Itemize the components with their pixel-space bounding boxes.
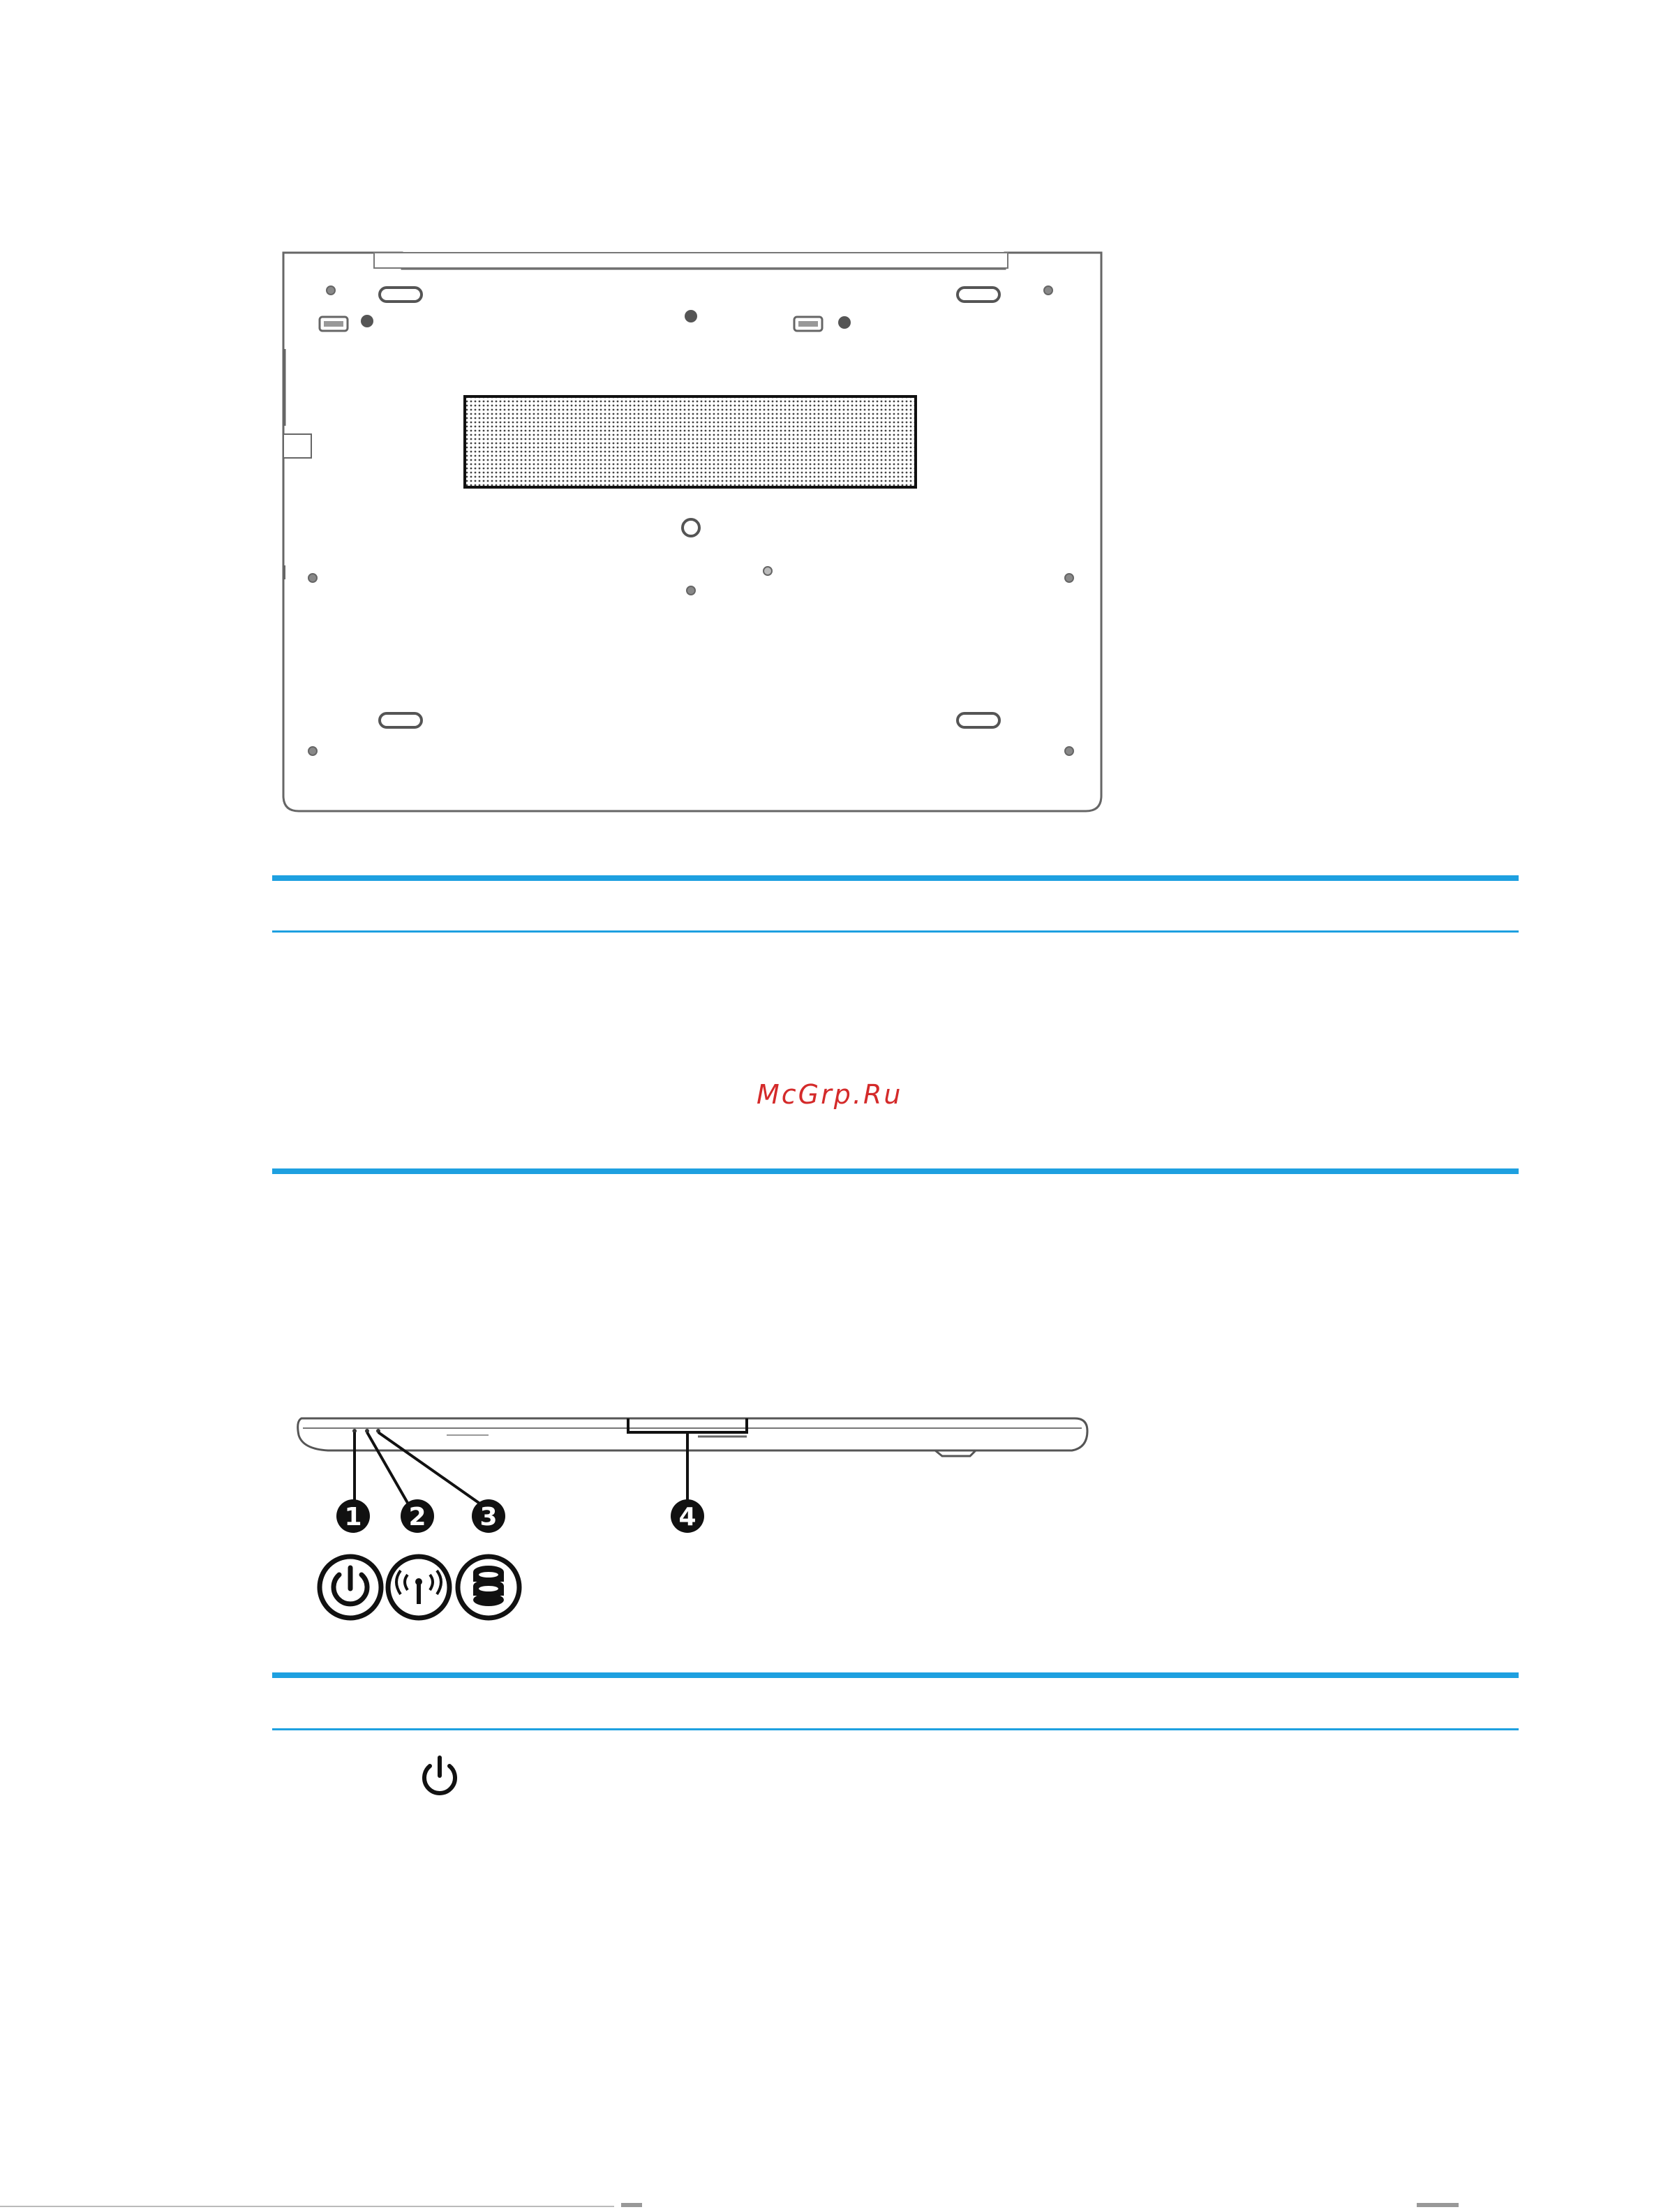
watermark: McGrp.Ru bbox=[757, 1079, 903, 1110]
bottom-edge-mark bbox=[621, 2203, 642, 2207]
callout-2 bbox=[401, 1499, 434, 1533]
callout-4 bbox=[671, 1499, 704, 1533]
screw-icon bbox=[308, 574, 317, 582]
screw-icon bbox=[838, 316, 851, 329]
wireless-icon bbox=[388, 1557, 449, 1618]
rubber-foot-icon bbox=[958, 713, 999, 727]
screw-icon bbox=[1065, 747, 1073, 755]
bottom-edge-mark bbox=[1417, 2203, 1459, 2207]
table1-bottom-rule bbox=[272, 1168, 1519, 1174]
lock-slot bbox=[283, 434, 311, 458]
table2-header-rule bbox=[272, 1728, 1519, 1730]
callout-3 bbox=[472, 1499, 505, 1533]
callout-number: 3 bbox=[479, 1503, 498, 1531]
table-row-power-icon bbox=[417, 1753, 462, 1799]
power-icon bbox=[417, 1753, 462, 1799]
laptop-front-outline bbox=[298, 1418, 1087, 1450]
callout-number: 4 bbox=[678, 1503, 697, 1531]
callout-number: 2 bbox=[408, 1503, 426, 1531]
table2-top-rule bbox=[272, 1672, 1519, 1678]
screw-icon bbox=[687, 586, 695, 595]
service-door-screw-icon bbox=[683, 519, 699, 536]
front-view-illustration bbox=[286, 1403, 1103, 1626]
table1-top-rule bbox=[272, 875, 1519, 881]
callout-1 bbox=[336, 1499, 370, 1533]
front-view-figure bbox=[286, 1403, 1103, 1626]
screw-icon bbox=[361, 315, 373, 327]
rubber-foot-icon bbox=[958, 288, 999, 302]
screw-icon bbox=[308, 747, 317, 755]
vent-grille-icon bbox=[465, 396, 916, 487]
latch-inner bbox=[324, 321, 343, 327]
screw-icon bbox=[764, 567, 772, 575]
bottom-view-illustration bbox=[272, 244, 1110, 824]
bottom-edge-line bbox=[0, 2206, 614, 2207]
rubber-foot-icon bbox=[380, 713, 422, 727]
latch-inner bbox=[798, 321, 818, 327]
screw-icon bbox=[1044, 286, 1052, 295]
table1-header-rule bbox=[272, 930, 1519, 933]
screw-icon bbox=[685, 310, 697, 322]
power-icon bbox=[320, 1557, 381, 1618]
hinge-bar bbox=[374, 253, 1008, 268]
screw-icon bbox=[1065, 574, 1073, 582]
drive-icon bbox=[458, 1557, 519, 1618]
bottom-view-figure bbox=[272, 244, 1110, 824]
callout-number: 1 bbox=[344, 1503, 362, 1531]
screw-icon bbox=[327, 286, 335, 295]
rubber-foot-icon bbox=[380, 288, 422, 302]
